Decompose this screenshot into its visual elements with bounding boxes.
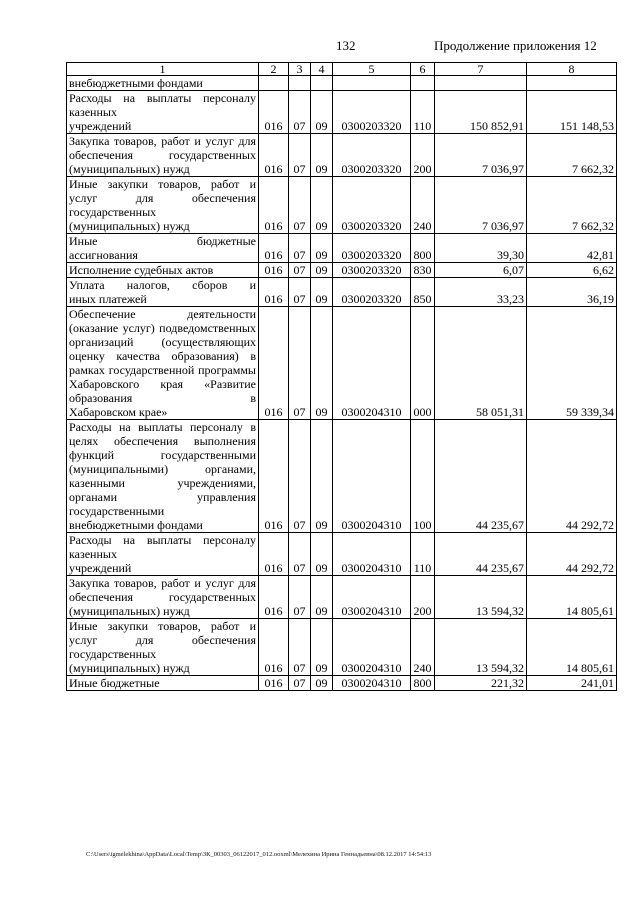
table-row <box>67 576 617 619</box>
admin-code: 016 <box>259 91 289 134</box>
row-description <box>67 676 259 691</box>
description-line: Расходы на выплаты <box>69 420 183 434</box>
target-article-code: 0300203320 <box>333 234 411 263</box>
admin-code: 016 <box>259 420 289 533</box>
amount-2019: 36,19 <box>527 278 617 307</box>
description-line: внебюджетными фондами <box>69 76 203 90</box>
description-line: учреждений <box>69 119 132 133</box>
description-line: казенными учреждениями, <box>69 476 256 490</box>
description-line: государственных <box>168 590 256 604</box>
amount-2018: 33,23 <box>435 278 527 307</box>
amount-2018: 39,30 <box>435 234 527 263</box>
table-body <box>67 76 617 691</box>
subsection-code: 09 <box>311 420 333 533</box>
target-article-code: 0300204310 <box>333 676 411 691</box>
amount-2019: 42,81 <box>527 234 617 263</box>
admin-code: 016 <box>259 533 289 576</box>
table-row <box>67 91 617 134</box>
admin-code: 016 <box>259 134 289 177</box>
table-row <box>67 420 617 533</box>
description-line: услуг для обеспечения <box>69 576 257 604</box>
description-line: (муниципальных) нужд <box>69 219 190 233</box>
target-article-code: 0300204310 <box>333 307 411 420</box>
expense-type-code: 110 <box>411 91 435 134</box>
amount-2019: 241,01 <box>527 676 617 691</box>
amount-2019: 14 805,61 <box>527 619 617 676</box>
description-line: государственных <box>168 148 256 162</box>
section-code: 07 <box>289 91 311 134</box>
row-description <box>67 533 259 576</box>
description-line: (муниципальных) нужд <box>69 604 190 618</box>
row-description <box>67 307 259 420</box>
expense-type-code: 200 <box>411 576 435 619</box>
description-line: Иные закупки товаров, работ <box>69 619 240 633</box>
subsection-code: 09 <box>311 533 333 576</box>
column-header: 6 <box>411 63 435 76</box>
expense-type-code: 000 <box>411 307 435 420</box>
row-description <box>67 420 259 533</box>
amount-2018 <box>435 76 527 91</box>
subsection-code <box>311 76 333 91</box>
description-line: персоналу казенных <box>69 91 256 119</box>
subsection-code: 09 <box>311 91 333 134</box>
table-row <box>67 76 617 91</box>
table-header-row <box>67 63 617 76</box>
subsection-code: 09 <box>311 619 333 676</box>
admin-code: 016 <box>259 278 289 307</box>
description-line: учреждений <box>69 561 132 575</box>
table-row <box>67 278 617 307</box>
description-line: Иные закупки товаров, работ <box>69 177 240 191</box>
page-number: 132 <box>336 38 356 53</box>
section-code: 07 <box>289 619 311 676</box>
row-description <box>67 619 259 676</box>
description-line: (оказание услуг) <box>69 321 155 335</box>
row-description <box>67 234 259 263</box>
subsection-code: 09 <box>311 134 333 177</box>
expense-type-code: 800 <box>411 676 435 691</box>
row-description <box>67 177 259 234</box>
description-line: ассигнования <box>69 248 138 262</box>
section-code: 07 <box>289 533 311 576</box>
target-article-code: 0300203320 <box>333 278 411 307</box>
row-description <box>67 278 259 307</box>
description-line: качества образования) в <box>116 349 256 363</box>
row-description <box>67 76 259 91</box>
expense-type-code: 240 <box>411 619 435 676</box>
amount-2019 <box>527 76 617 91</box>
section-code: 07 <box>289 307 311 420</box>
description-line: государственных <box>69 647 157 661</box>
description-line: обеспечения выполнения <box>114 434 256 448</box>
expense-type-code: 110 <box>411 533 435 576</box>
subsection-code: 09 <box>311 676 333 691</box>
target-article-code: 0300203320 <box>333 91 411 134</box>
description-line: (осуществляющих оценку <box>69 335 256 363</box>
target-article-code <box>333 76 411 91</box>
description-line: Уплата налогов, сборов и <box>69 278 256 292</box>
amount-2018: 150 852,91 <box>435 91 527 134</box>
target-article-code: 0300203320 <box>333 134 411 177</box>
amount-2018: 13 594,32 <box>435 576 527 619</box>
subsection-code: 09 <box>311 576 333 619</box>
admin-code: 016 <box>259 619 289 676</box>
table-row <box>67 263 617 278</box>
budget-table <box>66 62 617 691</box>
target-article-code: 0300203320 <box>333 177 411 234</box>
target-article-code: 0300204310 <box>333 533 411 576</box>
admin-code: 016 <box>259 307 289 420</box>
description-line: Закупка товаров, работ и <box>69 576 201 590</box>
description-line: подведомственных <box>159 321 256 335</box>
expense-type-code: 830 <box>411 263 435 278</box>
description-line: (муниципальных) нужд <box>69 661 190 675</box>
description-line: (муниципальными) органами, <box>69 462 256 476</box>
row-description <box>67 134 259 177</box>
description-line: Хабаровском крае» <box>69 405 168 419</box>
column-header: 3 <box>289 63 311 76</box>
target-article-code: 0300203320 <box>333 263 411 278</box>
admin-code: 016 <box>259 234 289 263</box>
section-code: 07 <box>289 134 311 177</box>
expense-type-code: 100 <box>411 420 435 533</box>
subsection-code: 09 <box>311 307 333 420</box>
amount-2019: 7 662,32 <box>527 134 617 177</box>
description-line: (муниципальных) нужд <box>69 162 190 176</box>
table-row <box>67 307 617 420</box>
footer-path: C:\Users\igmelekhina\AppData\Local\Temp\ЗК_00303_06122017_012.ooxml\Мелехина Ирина Геннадьевна\08.12.2017 14:54:13 <box>86 851 432 858</box>
description-line: функций государственными <box>69 448 256 462</box>
target-article-code: 0300204310 <box>333 576 411 619</box>
description-line: органами управления <box>69 490 256 504</box>
amount-2019: 7 662,32 <box>527 177 617 234</box>
description-line: персоналу казенных <box>69 533 256 561</box>
description-line: Расходы на выплаты <box>69 91 192 105</box>
section-code: 07 <box>289 234 311 263</box>
description-line: Иные бюджетные <box>69 676 160 690</box>
description-line: рамках государственной <box>69 363 195 377</box>
table-row <box>67 619 617 676</box>
amount-2019: 59 339,34 <box>527 307 617 420</box>
amount-2019: 14 805,61 <box>527 576 617 619</box>
admin-code: 016 <box>259 576 289 619</box>
section-code: 07 <box>289 177 311 234</box>
table-row <box>67 177 617 234</box>
admin-code: 016 <box>259 177 289 234</box>
target-article-code: 0300204310 <box>333 619 411 676</box>
section-code: 07 <box>289 263 311 278</box>
target-article-code: 0300204310 <box>333 420 411 533</box>
subsection-code: 09 <box>311 177 333 234</box>
description-line: услуг для обеспечения <box>69 134 257 162</box>
amount-2019: 151 148,53 <box>527 91 617 134</box>
table-row <box>67 134 617 177</box>
admin-code: 016 <box>259 263 289 278</box>
description-line: и услуг для обеспечения <box>69 177 257 205</box>
description-line: государственными <box>69 504 165 518</box>
description-line: иных платежей <box>69 292 147 306</box>
amount-2018: 6,07 <box>435 263 527 278</box>
column-header: 4 <box>311 63 333 76</box>
amount-2018: 7 036,97 <box>435 134 527 177</box>
description-line: организаций <box>69 335 134 349</box>
row-description <box>67 91 259 134</box>
description-line: внебюджетными фондами <box>69 518 203 532</box>
column-header: 8 <box>527 63 617 76</box>
description-line: персоналу в целях <box>69 420 256 448</box>
table-row <box>67 533 617 576</box>
description-line: Исполнение судебных актов <box>69 263 214 277</box>
amount-2018: 44 235,67 <box>435 533 527 576</box>
description-line: Расходы на выплаты <box>69 533 192 547</box>
subsection-code: 09 <box>311 263 333 278</box>
expense-type-code: 200 <box>411 134 435 177</box>
row-description <box>67 263 259 278</box>
subsection-code: 09 <box>311 234 333 263</box>
expense-type-code <box>411 76 435 91</box>
amount-2019: 44 292,72 <box>527 420 617 533</box>
description-line: и услуг для обеспечения <box>69 619 257 647</box>
amount-2018: 7 036,97 <box>435 177 527 234</box>
subsection-code: 09 <box>311 278 333 307</box>
section-code: 07 <box>289 676 311 691</box>
description-line: Иные бюджетные <box>69 234 256 248</box>
section-code <box>289 76 311 91</box>
amount-2019: 6,62 <box>527 263 617 278</box>
description-line: Обеспечение деятельности <box>69 307 256 321</box>
description-line: Закупка товаров, работ и <box>69 134 201 148</box>
table-row <box>67 676 617 691</box>
admin-code <box>259 76 289 91</box>
amount-2018: 221,32 <box>435 676 527 691</box>
column-header: 2 <box>259 63 289 76</box>
expense-type-code: 850 <box>411 278 435 307</box>
section-code: 07 <box>289 420 311 533</box>
amount-2018: 44 235,67 <box>435 420 527 533</box>
column-header: 5 <box>333 63 411 76</box>
admin-code: 016 <box>259 676 289 691</box>
amount-2018: 13 594,32 <box>435 619 527 676</box>
column-header: 7 <box>435 63 527 76</box>
description-line: государственных <box>69 205 157 219</box>
expense-type-code: 800 <box>411 234 435 263</box>
section-code: 07 <box>289 278 311 307</box>
description-line: программы Хабаровского края <box>69 363 256 391</box>
description-line: «Развитие образования в <box>69 377 256 405</box>
column-header: 1 <box>67 63 259 76</box>
expense-type-code: 240 <box>411 177 435 234</box>
table-row <box>67 234 617 263</box>
continuation-title: Продолжение приложения 12 <box>434 38 597 53</box>
row-description <box>67 576 259 619</box>
amount-2019: 44 292,72 <box>527 533 617 576</box>
section-code: 07 <box>289 576 311 619</box>
amount-2018: 58 051,31 <box>435 307 527 420</box>
